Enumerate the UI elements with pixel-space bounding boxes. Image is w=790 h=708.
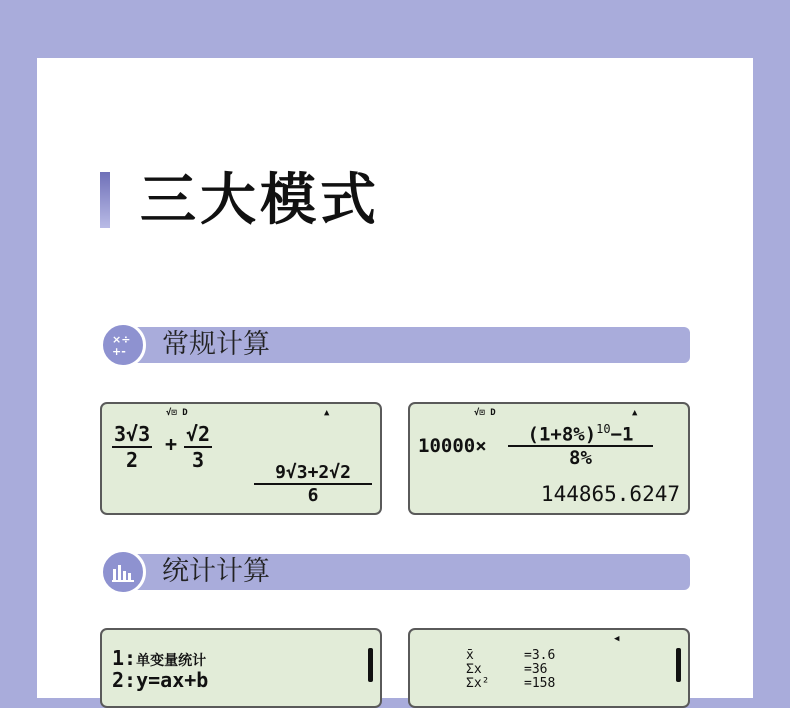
- fraction-a: $\frac{3√3}{2}$: [114, 422, 151, 472]
- calculator-screen-3: [100, 628, 382, 708]
- section-label: 常规计算: [162, 329, 270, 360]
- result-value: 144865.6247: [540, 482, 680, 506]
- section-normal-calc: [100, 326, 690, 364]
- page-title: 三大模式: [140, 168, 380, 233]
- svg-text:×÷: ×÷: [112, 333, 131, 346]
- calc-icon: [100, 322, 146, 368]
- menu-item-1[interactable]: 1:单变量统计: [112, 646, 207, 670]
- title-accent-bar: [100, 172, 110, 228]
- section-label: 统计计算: [162, 556, 270, 587]
- stat-value: =158: [524, 676, 556, 691]
- svg-text:+-: +-: [112, 345, 126, 357]
- stat-row: Σx: [466, 662, 482, 677]
- mode-indicator: √⊡ D: [474, 408, 496, 418]
- scrollbar: [368, 648, 373, 682]
- stat-value: =36: [524, 662, 548, 677]
- up-arrow-icon: ▲: [324, 408, 330, 418]
- expr-fraction: $\frac{(1+8\%)^{10}-1}{8\%}$: [508, 422, 653, 469]
- expr-numerator: $(1+8\%)^{10}-1$: [508, 422, 653, 447]
- calculator-screen-2: [408, 402, 690, 515]
- stat-value: =3.6: [524, 648, 556, 663]
- up-arrow-icon: ▲: [632, 408, 638, 418]
- expr-prefix: 10000×: [418, 435, 487, 457]
- left-arrow-icon: ◀: [614, 634, 620, 644]
- bar-chart-icon: [100, 549, 146, 595]
- result-fraction: $\frac{9√3+2√2}{6}$: [254, 462, 372, 506]
- calculator-screen-4: [408, 628, 690, 708]
- menu-item-2[interactable]: 2:y=ax+b: [112, 668, 209, 692]
- fraction-b: $\frac{√2}{3}$: [186, 422, 211, 472]
- section-stat-calc: [100, 553, 690, 591]
- content-card: [37, 58, 753, 698]
- scrollbar: [676, 648, 681, 682]
- mode-indicator: √⊡ D: [166, 408, 188, 418]
- plus-sign: +: [165, 432, 178, 456]
- stat-row: x̄: [466, 648, 474, 663]
- stat-row: Σx²: [466, 676, 490, 691]
- calculator-screen-1: [100, 402, 382, 515]
